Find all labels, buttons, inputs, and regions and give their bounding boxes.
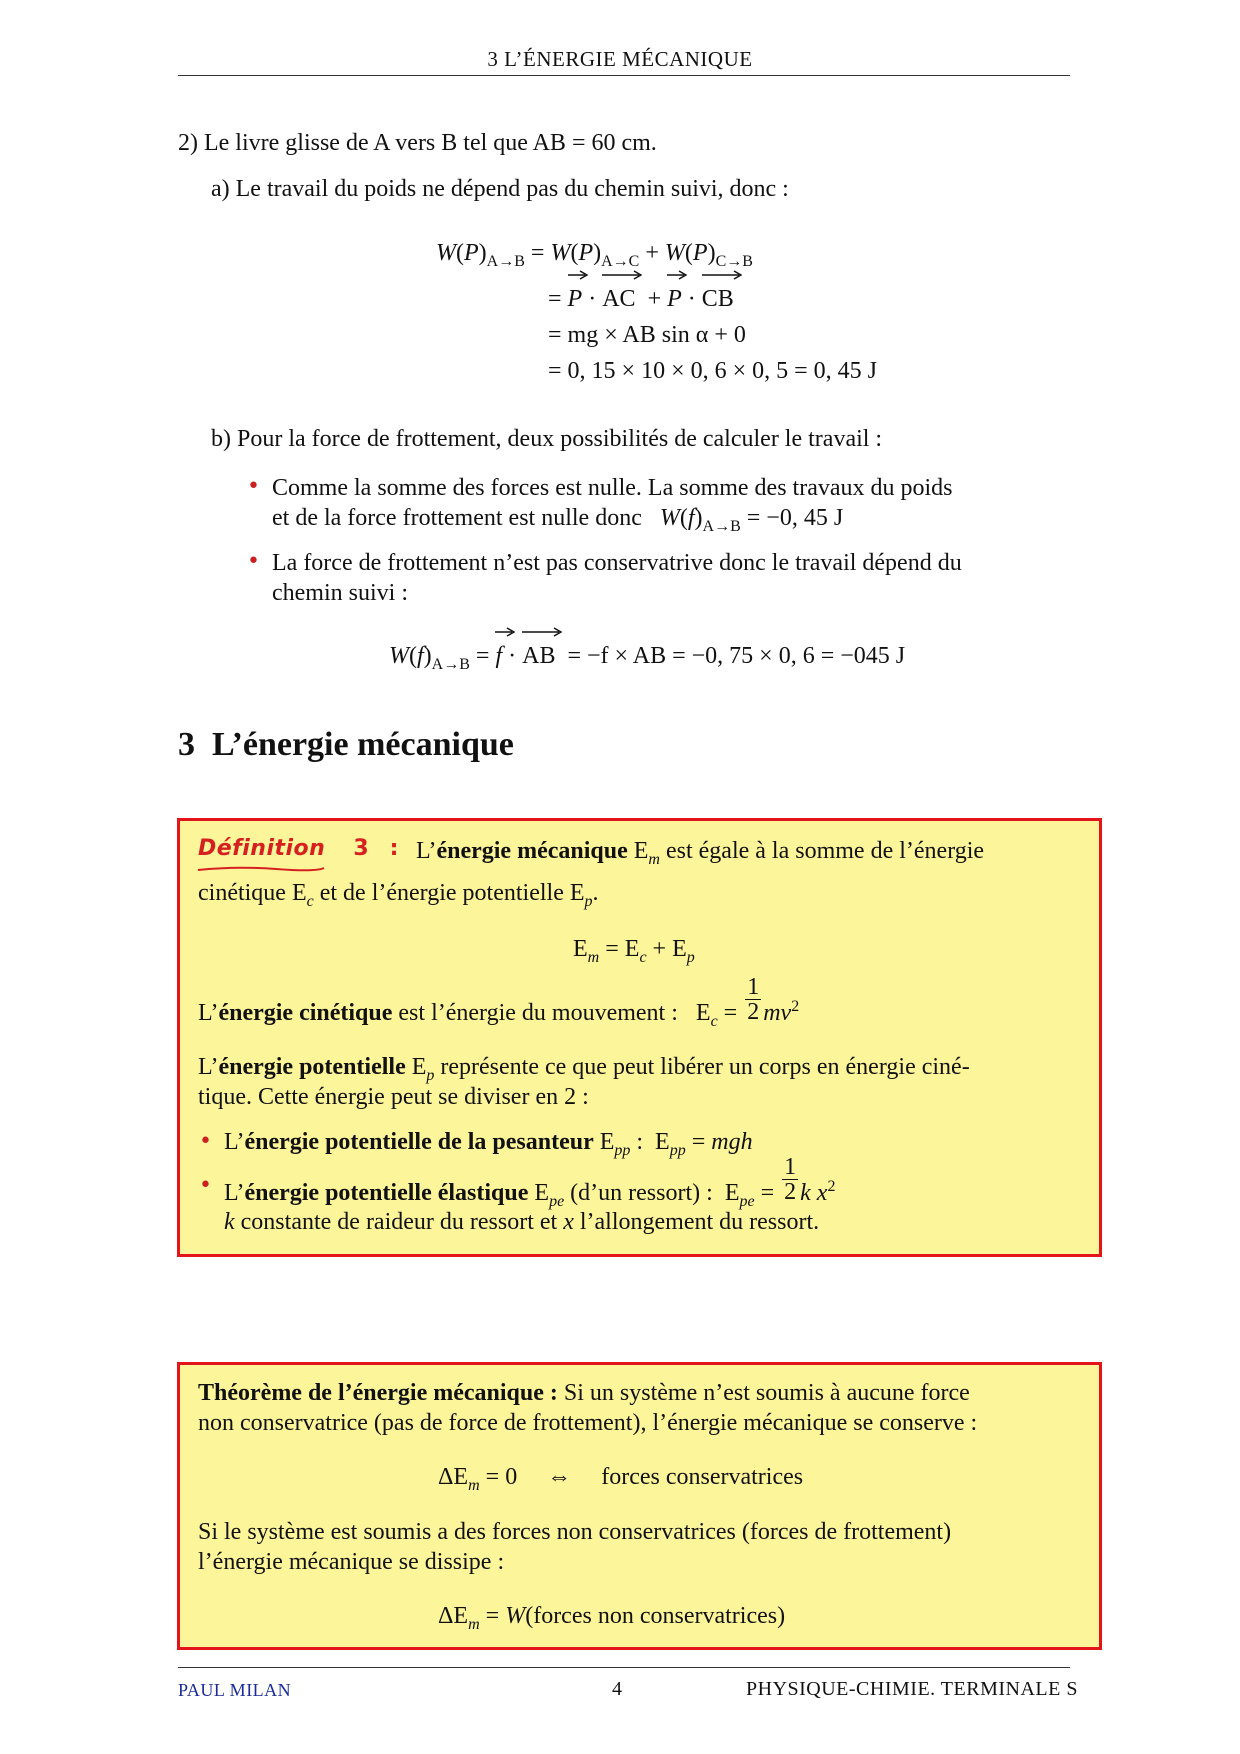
bullet-icon: • bbox=[199, 1129, 212, 1154]
bullet-icon: • bbox=[247, 549, 260, 574]
definition-label: Définition 3 : bbox=[198, 836, 399, 861]
eq-friction-work: $W(f)_{A\to B} = f$ · AB = −f × AB = −0, 75 × 0, 6 = −045 J bbox=[389, 640, 905, 681]
theorem-line4: l’énergie mécanique se dissipe : bbox=[198, 1549, 505, 1575]
eq-work-line4: = 0, 15 × 10 × 0, 6 × 0, 5 = 0, 45 J bbox=[548, 358, 878, 384]
friction-result: = −f × AB = −0, 75 × 0, 6 = −045 J bbox=[567, 643, 906, 669]
bullet2-line1: La force de frottement n’est pas conservatrive donc le travail dépend du bbox=[272, 550, 962, 576]
def-pp: L’énergie potentielle de la pesanteur $E_{pp}$ : $E_{pp}$ = mgh bbox=[224, 1129, 753, 1159]
theorem-eq1: $\Delta E_m = 0$ ⇔ forces conservatrices bbox=[438, 1464, 804, 1494]
def-pe: L’énergie potentielle élastique $E_{pe}$ (d’un ressort) : $E_{pe}$ = $\frac{1}{2}$ k $x^2$ bbox=[224, 1153, 836, 1210]
bullet1-line2: et de la force frottement est nulle donc $W(f)_{A\to B} = -0$, 45 J bbox=[272, 505, 844, 535]
eq-work-line3: = mg × AB sin α + 0 bbox=[548, 322, 746, 348]
section-title: 3 L’énergie mécanique bbox=[178, 726, 514, 763]
bullet-icon: • bbox=[199, 1173, 212, 1198]
def-line2: cinétique $E_c$ et de l’énergie potentielle $E_p$. bbox=[198, 880, 599, 910]
def-line1: L’énergie mécanique $E_m$ est égale à la somme de l’énergie bbox=[416, 838, 985, 868]
header-rule bbox=[178, 75, 1070, 76]
q2a-label: a) Le travail du poids ne dépend pas du chemin suivi, donc : bbox=[211, 176, 789, 202]
def-formula: $E_m = E_c + E_p$ bbox=[573, 936, 695, 966]
bullet2-line2: chemin suivi : bbox=[272, 580, 408, 606]
eq-work-line1: $W(P)_{A\to B} = W(P)_{A\to C} + W(P)_{C\to B}$ bbox=[436, 240, 753, 270]
bullet-icon: • bbox=[247, 474, 260, 499]
bullet1-text: et de la force frottement est nulle donc bbox=[272, 505, 642, 531]
def-pe-note: k constante de raideur du ressort et x l’allongement du ressort. bbox=[224, 1209, 820, 1235]
bullet1-line1: Comme la somme des forces est nulle. La somme des travaux du poids bbox=[272, 475, 953, 501]
theorem-line3: Si le système est soumis a des forces non conservatrices (forces de frottement) bbox=[198, 1519, 952, 1545]
running-header: 3 L’ÉNERGIE MÉCANIQUE bbox=[487, 47, 753, 71]
footer-author: PAUL MILAN bbox=[178, 1680, 292, 1700]
footer-page: 4 bbox=[612, 1678, 622, 1700]
theorem-eq2: $\Delta E_m$ = W(forces non conservatrices) bbox=[438, 1603, 786, 1633]
eq-work-line2: = P · AC + P · CB bbox=[548, 283, 734, 316]
def-potential: L’énergie potentielle $E_p$ représente ce que peut libérer un corps en énergie ciné- bbox=[198, 1054, 970, 1084]
theorem-line2: non conservatrice (pas de force de frottement), l’énergie mécanique se conserve : bbox=[198, 1410, 978, 1436]
footer-course: PHYSIQUE-CHIMIE. TERMINALE S bbox=[746, 1678, 1078, 1700]
def-kinetic: L’énergie cinétique est l’énergie du mouvement : $E_c$ = $\frac{1}{2}$ $mv^2$ bbox=[198, 973, 800, 1030]
bullet1-value: = −0, 45 J bbox=[746, 505, 844, 531]
q2b-label: b) Pour la force de frottement, deux possibilités de calculer le travail : bbox=[211, 426, 883, 452]
theorem-line1: Théorème de l’énergie mécanique : Si un système n’est soumis à aucune force bbox=[198, 1380, 970, 1406]
footer-rule bbox=[178, 1667, 1070, 1668]
def-potential-2: tique. Cette énergie peut se diviser en 2 : bbox=[198, 1084, 589, 1110]
definition-underline bbox=[196, 865, 326, 873]
q2-intro: 2) Le livre glisse de A vers B tel que AB = 60 cm. bbox=[178, 130, 657, 156]
